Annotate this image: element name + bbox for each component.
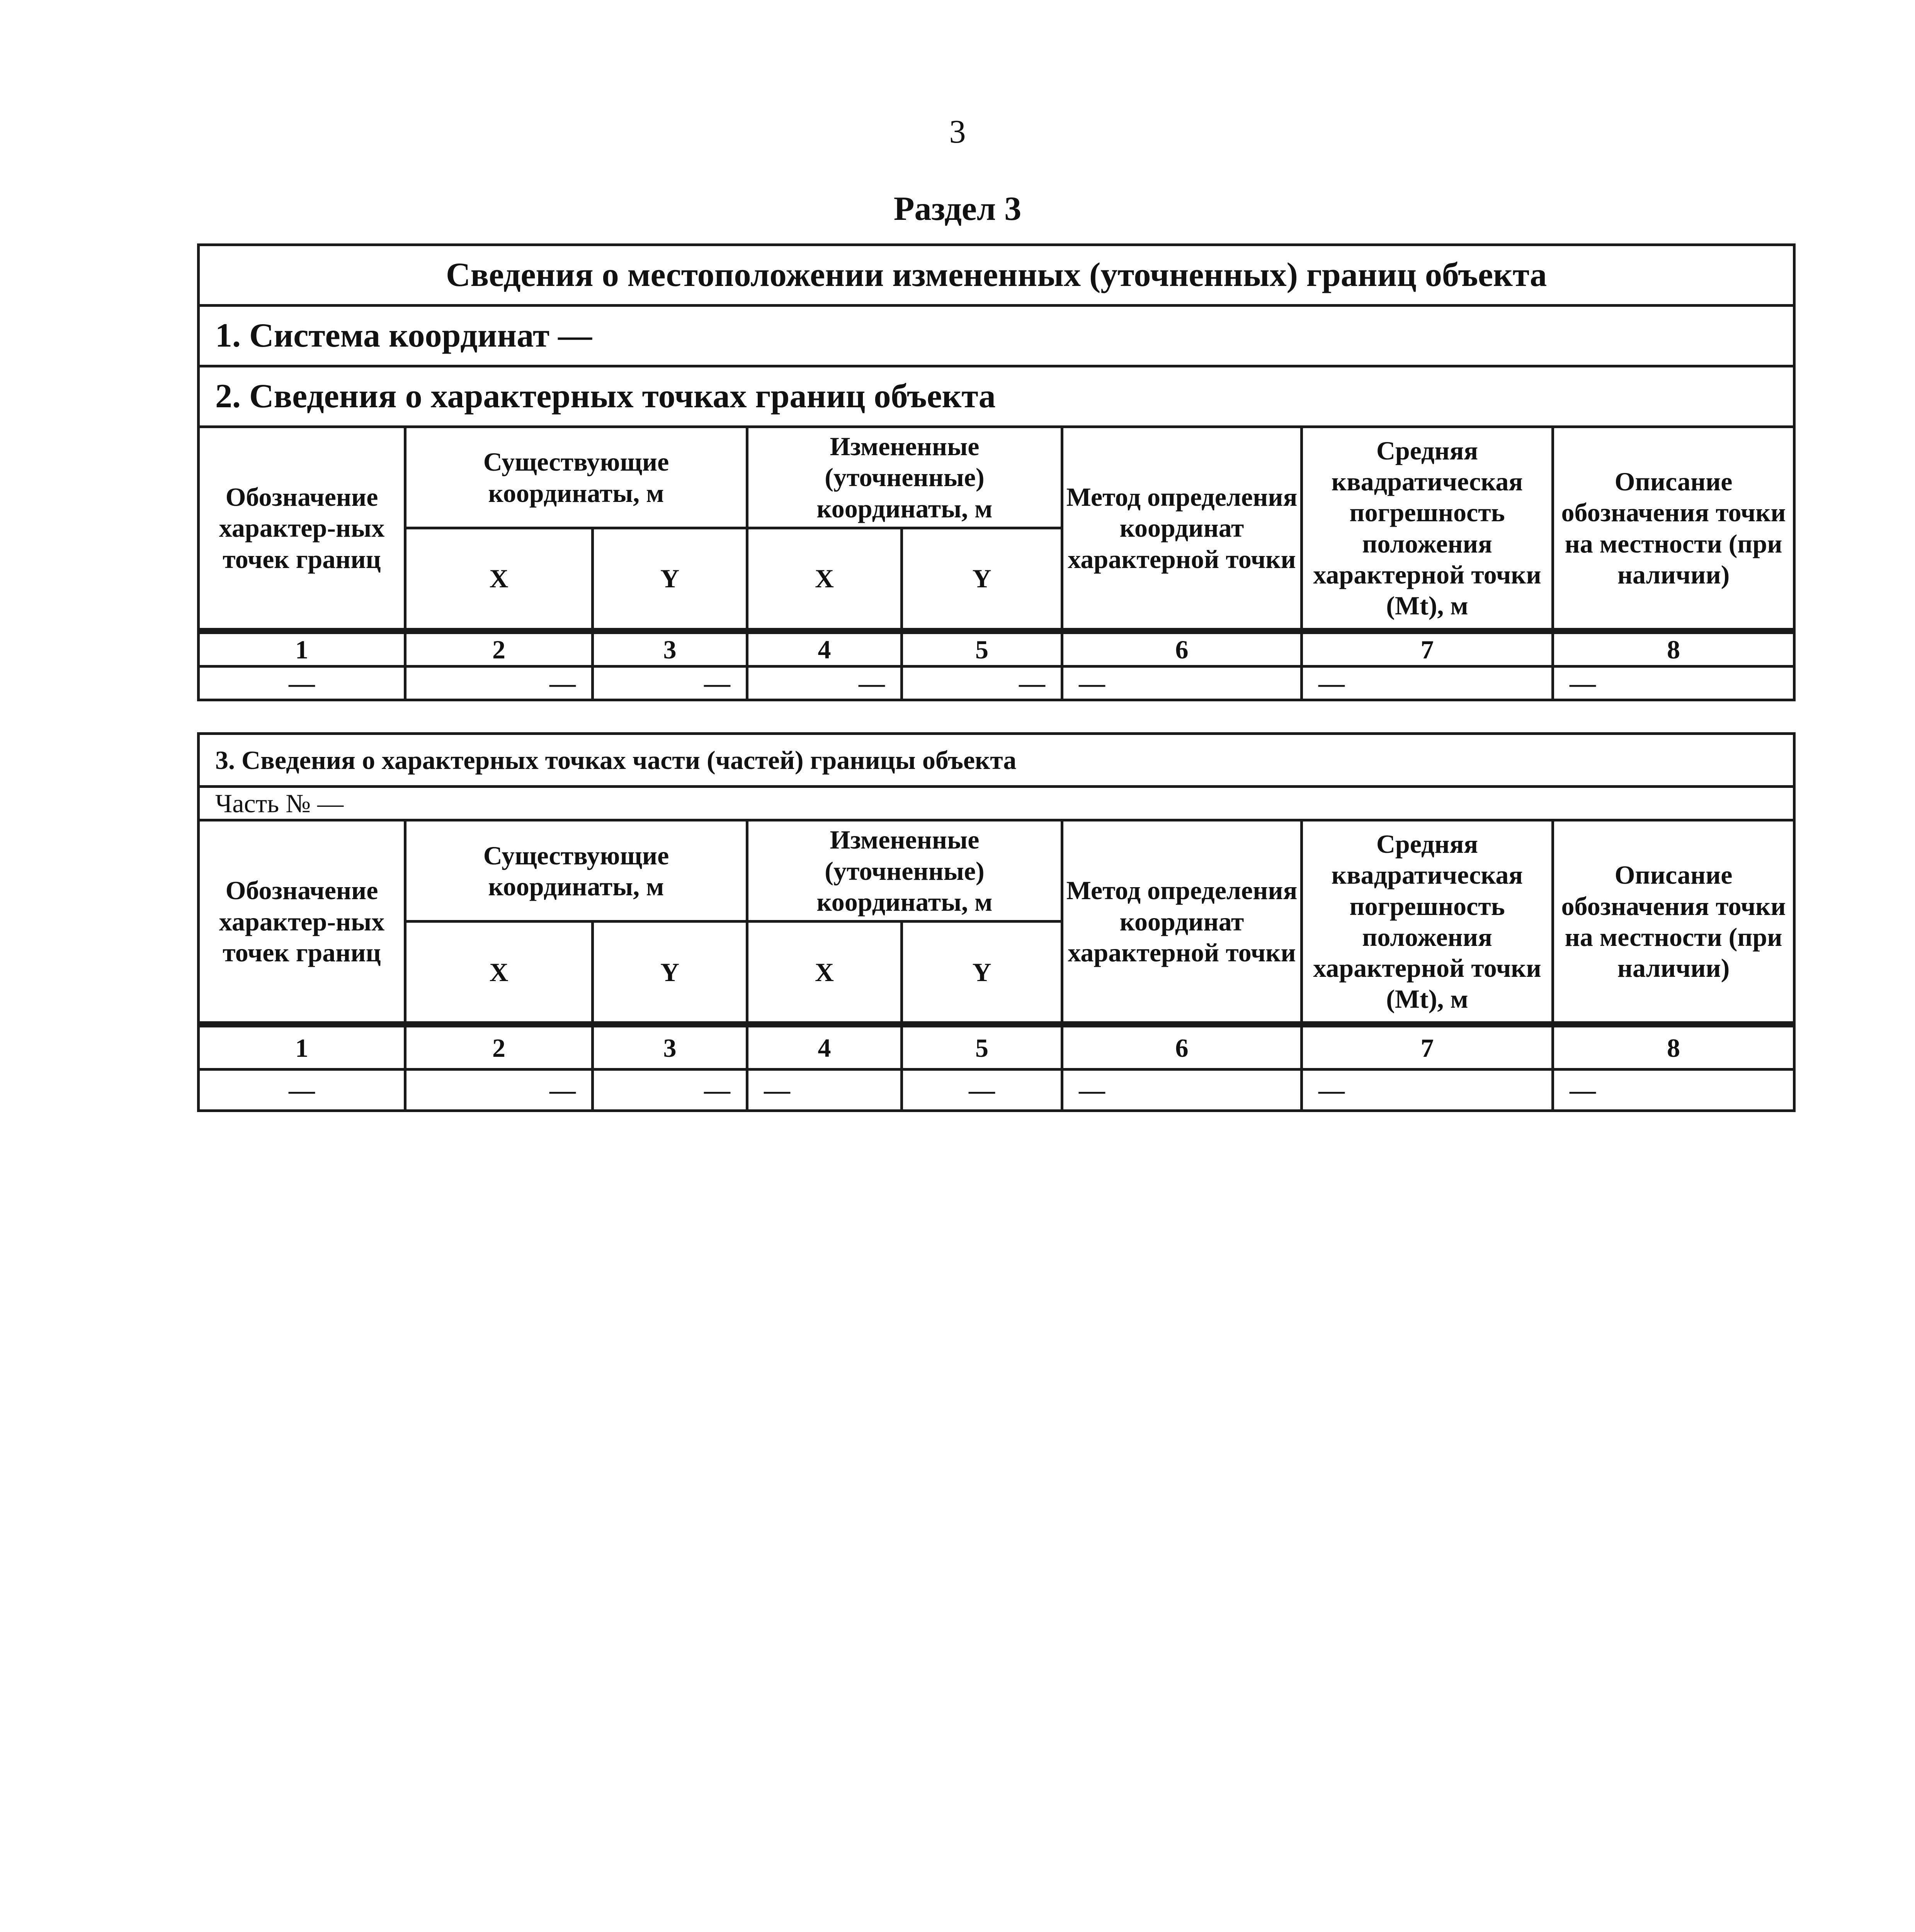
table-cell: —: [902, 1070, 1062, 1111]
header-description: Описание обозначения точки на местности (при наличии): [1553, 820, 1794, 1025]
header-error: [1302, 820, 1553, 1025]
column-number: 3: [593, 1024, 747, 1070]
table-cell: —: [1062, 667, 1302, 700]
part-number-line: Часть № —: [199, 787, 1794, 820]
column-number: 3: [593, 631, 747, 667]
header-changed-x: X: [747, 528, 902, 631]
header-error: [1302, 427, 1553, 631]
table-cell: —: [593, 1070, 747, 1111]
table-cell: —: [902, 667, 1062, 700]
part-table-title: 3. Сведения о характерных точках части (частей) границы объекта: [199, 734, 1794, 787]
table-row: [199, 1070, 1794, 1111]
column-number: 7: [1302, 1024, 1553, 1070]
table-cell: —: [1553, 667, 1794, 700]
column-number: 2: [405, 631, 593, 667]
header-existing-coordinates: Существующие координаты, м: [405, 427, 747, 528]
part-boundary-table: [197, 732, 1793, 1112]
column-number: 5: [902, 631, 1062, 667]
column-number: 8: [1553, 631, 1794, 667]
column-number-row: [199, 1024, 1794, 1070]
table-cell: —: [1302, 1070, 1553, 1111]
column-number: 1: [199, 631, 405, 667]
table-cell: —: [747, 667, 902, 700]
column-number: 8: [1553, 1024, 1794, 1070]
column-number: 5: [902, 1024, 1062, 1070]
header-method: Метод определения координат характерной точки: [1062, 427, 1302, 631]
table-cell: —: [405, 1070, 593, 1111]
page-number: 3: [949, 113, 966, 150]
table-cell: —: [199, 1070, 405, 1111]
table-cell: —: [747, 1070, 902, 1111]
column-number: 4: [747, 1024, 902, 1070]
header-method: Метод определения координат характерной точки: [1062, 820, 1302, 1025]
header-point-designation: Обозначение характер-ных точек границ: [199, 427, 405, 631]
points-heading: 2. Сведения о характерных точках границ объекта: [199, 366, 1794, 427]
table-cell: —: [593, 667, 747, 700]
header-error-text: Средняя квадратическая погрешность положения характерной точки (Mt), м: [1313, 829, 1541, 1014]
column-number-row: [199, 631, 1794, 667]
column-number: 1: [199, 1024, 405, 1070]
table-cell: —: [1062, 1070, 1302, 1111]
header-existing-y: Y: [593, 922, 747, 1025]
column-number: 7: [1302, 631, 1553, 667]
header-point-designation: Обозначение характер-ных точек границ: [199, 820, 405, 1025]
table-row: [199, 667, 1794, 700]
table-title: Сведения о местоположении измененных (уточненных) границ объекта: [199, 245, 1794, 306]
header-changed-x: X: [747, 922, 902, 1025]
column-number: 6: [1062, 631, 1302, 667]
header-changed-coordinates: Измененные (уточненные) координаты, м: [747, 820, 1062, 922]
table-cell: —: [405, 667, 593, 700]
header-changed-coordinates: Измененные (уточненные) координаты, м: [747, 427, 1062, 528]
header-changed-y: Y: [902, 528, 1062, 631]
column-number: 4: [747, 631, 902, 667]
table-cell: —: [1302, 667, 1553, 700]
column-number: 2: [405, 1024, 593, 1070]
coordinate-system-line: 1. Система координат —: [199, 306, 1794, 366]
header-existing-x: X: [405, 922, 593, 1025]
section-title: Раздел 3: [893, 190, 1022, 228]
boundary-table: [197, 243, 1793, 701]
table-cell: —: [1553, 1070, 1794, 1111]
table-cell: —: [199, 667, 405, 700]
header-description: Описание обозначения точки на местности (при наличии): [1553, 427, 1794, 631]
header-existing-coordinates: Существующие координаты, м: [405, 820, 747, 922]
column-number: 6: [1062, 1024, 1302, 1070]
header-existing-x: X: [405, 528, 593, 631]
header-changed-y: Y: [902, 922, 1062, 1025]
header-existing-y: Y: [593, 528, 747, 631]
header-error-text: Средняя квадратическая погрешность положения характерной точки (Mt), м: [1313, 435, 1541, 620]
